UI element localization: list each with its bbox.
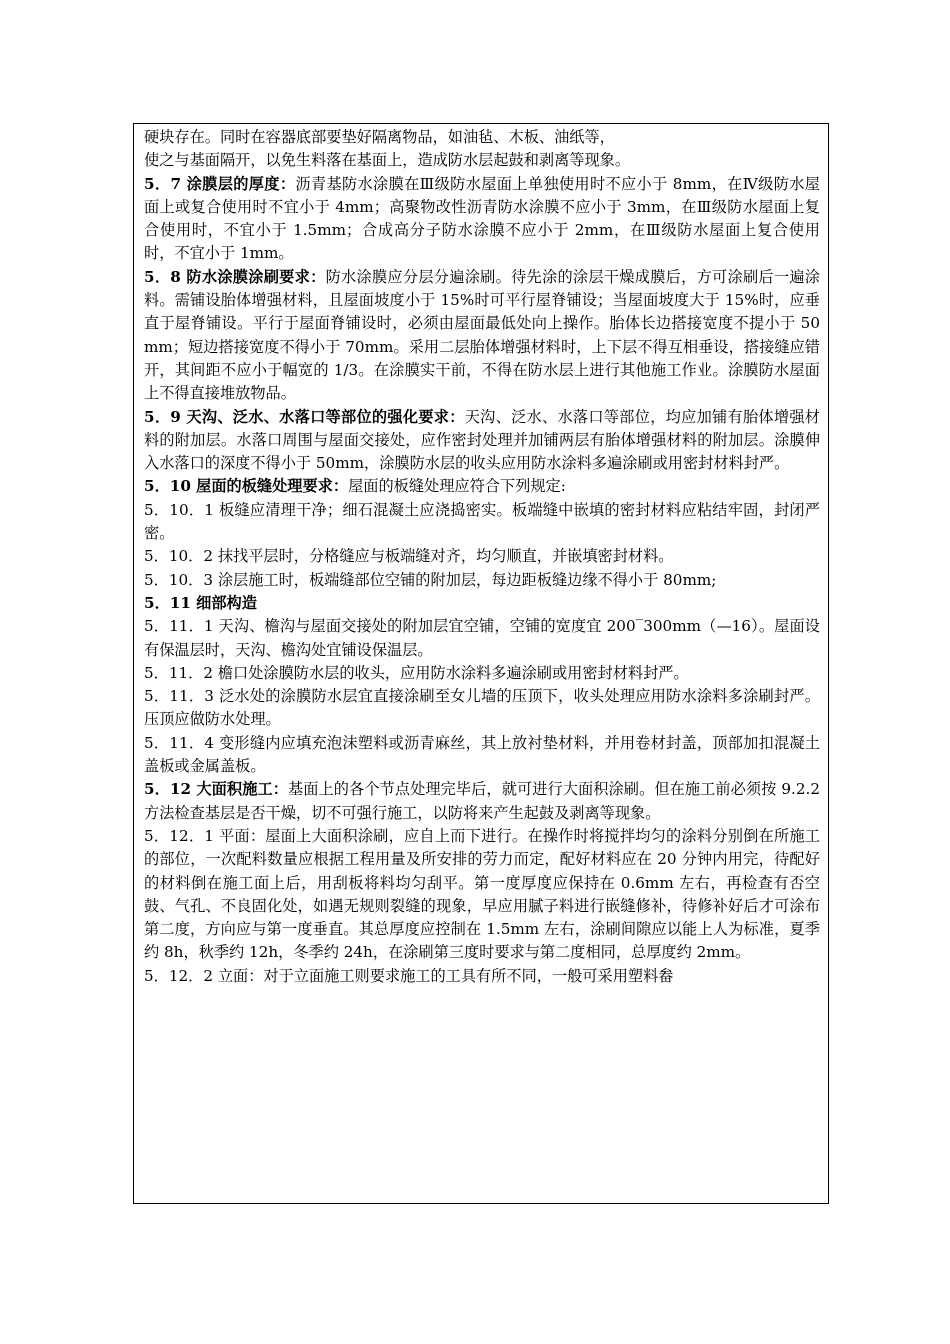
paragraph [144,615,820,662]
paragraph [144,266,820,406]
document-text-frame [133,123,829,1204]
paragraph-body: 5．11．3 泛水处的涂膜防水层宜直接涂刷至女儿墙的压顶下，收头处理应用防水涂料多涂刷封严。压顶应做防水处理。 [144,687,820,729]
paragraph-heading: 5．7 涂膜层的厚度： [144,174,296,193]
paragraph [144,149,820,172]
paragraph [144,592,820,615]
paragraph [144,662,820,685]
paragraph-body: 5．12．1 平面：屋面上大面积涂刷，应自上而下进行。在操作时将搅拌均匀的涂料分别倒在所施工的部位，一次配料数量应根据工程用量及所安排的劳力而定，配好材料应在 20 分钟内用完，待配好的材料倒在施工面上后，用刮板将料均匀刮平。第一度厚度应保持在 0.6mm 左右，再检查有否空鼓、气孔、不良固化处，如遇无规则裂缝的现象，早应用腻子料进行嵌缝修补，待修补好后才可涂布第二度，方向应与第一度垂直。其总厚度应控制在 1.5mm 左右，涂刷间隙应以能上人为标准，夏季约 8h，秋季约 12h，冬季约 24h，在涂刷第三度时要求与第二度相同，总厚度约 2mm。 [144,826,820,962]
paragraph-body: 5．11．1 天沟、檐沟与屋面交接处的附加层宜空铺，空铺的宽度宜 200‾300mm（—16）。屋面设有保温层时，天沟、檐沟处宜铺设保温层。 [144,617,820,659]
paragraph-body: 5．12．2 立面：对于立面施工则要求施工的工具有所不同，一般可采用塑料畚 [144,966,674,985]
paragraph [144,569,820,592]
paragraph [144,173,820,266]
paragraph-body: 5．10．3 涂层施工时，板端缝部位空铺的附加层，每边距板缝边缘不得小于 80mm; [144,570,717,589]
paragraph-body: 5．10．2 抹找平层时，分格缝应与板端缝对齐，均匀顺直，并嵌填密封材料。 [144,547,674,566]
paragraph [144,545,820,568]
paragraph-heading: 5．8 防水涂膜涂刷要求： [144,267,326,286]
paragraph [144,778,820,825]
paragraph [144,475,820,498]
paragraph-body: 5．10．1 板缝应清理干净；细石混凝土应浇捣密实。板端缝中嵌填的密封材料应粘结牢固，封闭严密。 [144,500,820,543]
paragraph-body: 天沟、泛水、水落口等部位，均应加铺有胎体增强材料的附加层。水落口周围与屋面交接处，应作密封处理并加铺两层有胎体增强材料的附加层。涂膜伸入水落口的深度不得小于 50mm，涂膜防水层的收头应用防水涂料多遍涂刷或用密封材料封严。 [144,407,820,473]
paragraph [144,406,820,476]
paragraph [144,825,820,965]
paragraph-body: 防水涂膜应分层分遍涂刷。待先涂的涂层干燥成膜后，方可涂刷后一遍涂料。需铺设胎体增强材料，且屋面坡度小于 15%时可平行屋脊铺设；当屋面坡度大于 15%时，应垂直于屋脊铺设。平行于屋面脊铺设时，必须由屋面最低处向上操作。胎体长边搭接宽度不提小于 50 mm；短边搭接宽度不得小于 70mm。采用二层胎体增强材料时，上下层不得互相垂设，搭接缝应错开，其间距不应小于幅宽的 1/3。在涂膜实干前，不得在防水层上进行其他施工作业。涂膜防水屋面上不得直接堆放物品。 [144,267,820,403]
paragraph-heading: 5．10 屋面的板缝处理要求： [144,477,349,496]
paragraph-body: 使之与基面隔开，以免生料落在基面上，造成防水层起鼓和剥离等现象。 [144,151,630,170]
paragraph-heading: 5．11 细部构造 [144,593,257,612]
paragraph [144,685,820,732]
paragraph-body: 5．11．4 变形缝内应填充泡沫塑料或沥青麻丝，其上放衬垫材料，并用卷材封盖，顶部加扣混凝土盖板或金属盖板。 [144,733,820,776]
paragraph [144,965,820,988]
paragraph-body: 基面上的各个节点处理完毕后，就可进行大面积涂刷。但在施工前必须按 9.2.2 方法检查基层是否干燥，切不可强行施工，以防将来产生起鼓及剥离等现象。 [144,780,820,822]
paragraph-body: 屋面的板缝处理应符合下列规定: [348,477,566,496]
paragraph [144,126,820,149]
paragraph-body: 硬块存在。同时在容器底部要垫好隔离物品，如油毡、木板、油纸等， [144,128,615,146]
paragraph [144,732,820,779]
paragraph-body: 沥青基防水涂膜在Ⅲ级防水屋面上单独使用时不应小于 8mm，在Ⅳ级防水屋面上或复合使用时不宜小于 4mm；高聚物改性沥青防水涂膜不应小于 3mm，在Ⅲ级防水屋面上复合使用时，不宜小于 1.5mm；合成高分子防水涂膜不应小于 2mm，在Ⅲ级防水屋面上复合使用时，不宜小于 1mm。 [144,174,820,263]
paragraph-heading: 5．9 天沟、泛水、水落口等部位的强化要求： [144,407,465,426]
paragraph-heading: 5．12 大面积施工： [144,780,288,799]
paragraph-body: 5．11．2 檐口处涂膜防水层的收头，应用防水涂料多遍涂刷或用密封材料封严。 [144,663,689,682]
paragraph [144,499,820,546]
